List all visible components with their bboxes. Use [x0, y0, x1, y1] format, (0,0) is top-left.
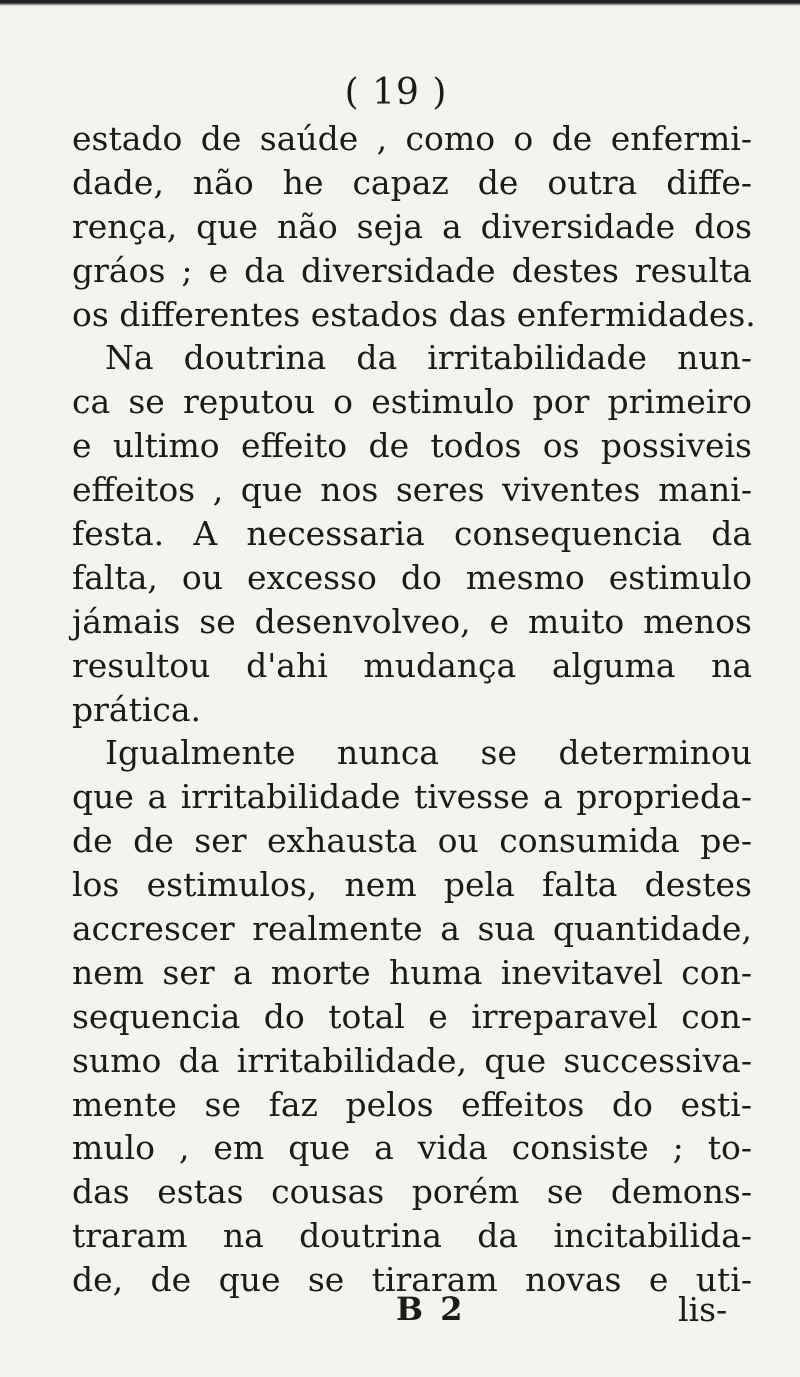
text-line: rença, que não seja a diversidade dos [72, 206, 752, 246]
text-line: que a irritabilidade tivesse a proprieda- [72, 777, 752, 817]
catchword: lis- [678, 1290, 728, 1329]
text-line: accrescer realmente a sua quantidade, [72, 909, 752, 949]
text-line: falta, ou excesso do mesmo estimulo [72, 557, 752, 597]
text-line: estado de saúde , como o de enfermi- [72, 119, 752, 158]
page-top-edge [0, 0, 800, 6]
text-line: os differentes estados das enfermidades. [72, 294, 756, 334]
page-footer [0, 1290, 800, 1330]
text-line: festa. A necessaria consequencia da [72, 514, 752, 554]
text-line: resultou d'ahi mudança alguma na [72, 645, 752, 685]
text-line: nem ser a morte huma inevitavel con- [72, 952, 752, 992]
signature-mark: B 2 [396, 1290, 466, 1328]
text-line: e ultimo effeito de todos os possiveis [72, 426, 752, 466]
text-line: ca se reputou o estimulo por primeiro [72, 382, 752, 422]
text-line: Na doutrina da irritabilidade nun- [105, 338, 752, 378]
page-number: ( 19 ) [344, 72, 448, 113]
text-line: Igualmente nunca se determinou [105, 733, 752, 773]
text-line: gráos ; e da diversidade destes resulta [72, 250, 752, 290]
text-line: effeitos , que nos seres viventes mani- [72, 470, 752, 510]
text-line: de de ser exhausta ou consumida pe- [72, 821, 752, 861]
text-line: los estimulos, nem pela falta destes [72, 865, 752, 905]
text-line: das estas cousas porém se demons- [72, 1172, 752, 1212]
text-line: sequencia do total e irreparavel con- [72, 996, 752, 1036]
text-line: mente se faz pelos effeitos do esti- [72, 1084, 752, 1124]
text-line: sumo da irritabilidade, que successiva- [72, 1040, 752, 1080]
text-line: dade, não he capaz de outra diffe- [72, 162, 752, 202]
text-line: jámais se desenvolveo, e muito menos [72, 601, 752, 641]
text-line: traram na doutrina da incitabilida- [72, 1216, 752, 1256]
text-line: mulo , em que a vida consiste ; to- [72, 1128, 752, 1168]
body-text [72, 117, 756, 1302]
text-line: de, de que se tiraram novas e uti- [72, 1260, 752, 1300]
text-line: prática. [72, 689, 202, 729]
